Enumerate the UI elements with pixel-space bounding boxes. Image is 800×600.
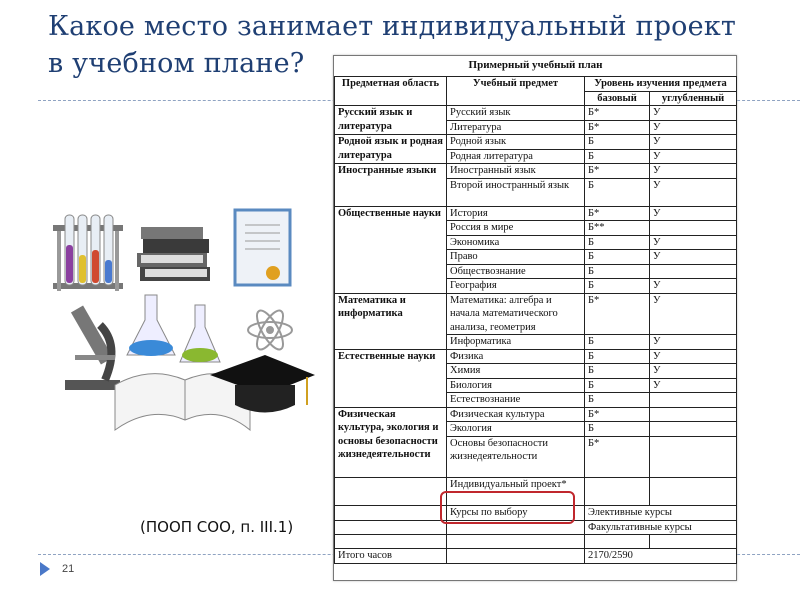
header-advanced: углубленный [650,91,737,106]
table-row [335,407,737,422]
page-number: 21 [62,563,75,575]
advanced-level: У [650,293,737,335]
subject-name: Экология [447,422,585,437]
subject-name: Литература [447,120,585,135]
basic-level: Б [585,235,650,250]
basic-level: Б* [585,293,650,335]
basic-level: Б [585,378,650,393]
subject-name: Физика [447,349,585,364]
subject-area: Иностранные языки [335,164,447,207]
advanced-level: У [650,335,737,350]
subject-name: Индивидуальный проект* [447,478,585,506]
subject-name: Экономика [447,235,585,250]
total-value: 2170/2590 [585,549,737,564]
basic-level: Б [585,349,650,364]
subject-name: Информатика [447,335,585,350]
advanced-level [650,436,737,478]
basic-level: Б [585,149,650,164]
electives-subject: Курсы по выбору [447,506,585,521]
basic-level: Б* [585,436,650,478]
basic-level: Б [585,135,650,150]
basic-level: Б [585,279,650,294]
diploma-icon [235,210,290,285]
basic-level: Б [585,422,650,437]
test-tubes-icon [53,215,123,291]
header-area: Предметная область [335,77,447,106]
title-line-2: в учебном плане? [48,48,305,79]
advanced-level [650,393,737,408]
header-basic: базовый [585,91,650,106]
basic-level: Б [585,335,650,350]
subject-name: Родной язык [447,135,585,150]
advanced-level: У [650,349,737,364]
advanced-level [650,264,737,279]
advanced-level: У [650,364,737,379]
basic-level: Б* [585,106,650,121]
subject-name: Химия [447,364,585,379]
subject-name: Обществознание [447,264,585,279]
basic-level: Б* [585,164,650,179]
advanced-level: У [650,149,737,164]
advanced-level: У [650,235,737,250]
books-icon [137,227,210,281]
subject-name: История [447,206,585,221]
source-reference: (ПООП СОО, п. III.1) [140,518,294,536]
header-level: Уровень изучения предмета [585,77,737,92]
advanced-level: У [650,206,737,221]
subject-area: Русский язык и литература [335,106,447,135]
advanced-level [650,478,737,506]
basic-level: Б [585,364,650,379]
advanced-level [650,221,737,236]
elective-courses: Элективные курсы [585,506,737,521]
subject-area: Физическая культура, экология и основы безопасности жизнедеятельности [335,407,447,478]
advanced-level: У [650,279,737,294]
education-illustration [45,205,315,445]
atom-icon [248,307,292,353]
flasks-icon [127,295,220,362]
basic-level: Б [585,178,650,206]
advanced-level [650,422,737,437]
subject-area: Родной язык и родная литература [335,135,447,164]
subject-name: Второй иностранный язык [447,178,585,206]
subject-area [335,478,447,506]
table-caption: Примерный учебный план [335,56,737,77]
basic-level: Б* [585,206,650,221]
basic-level: Б* [585,407,650,422]
table-row [335,135,737,150]
basic-level: Б [585,250,650,265]
table-row [335,106,737,121]
basic-level: Б [585,264,650,279]
advanced-level: У [650,120,737,135]
basic-level: Б [585,393,650,408]
table-row [335,293,737,335]
advanced-level [650,407,737,422]
subject-name: Основы безопасности жизнедеятельности [447,436,585,478]
advanced-level: У [650,178,737,206]
slide-bullet-icon [40,562,50,576]
subject-name: Родная литература [447,149,585,164]
microscope-icon [65,306,120,390]
basic-level [585,478,650,506]
subject-area: Общественные науки [335,206,447,293]
optional-courses: Факультативные курсы [585,520,737,535]
table-row [335,206,737,221]
subject-name: Право [447,250,585,265]
subject-name: Физическая культура [447,407,585,422]
subject-name: Иностранный язык [447,164,585,179]
subject-name: Биология [447,378,585,393]
total-label: Итого часов [335,549,447,564]
subject-name: География [447,279,585,294]
subject-name: Естествознание [447,393,585,408]
advanced-level: У [650,164,737,179]
advanced-level: У [650,378,737,393]
subject-name: Математика: алгебра и начала математического анализа, геометрия [447,293,585,335]
individual-project-highlight [440,491,575,524]
basic-level: Б* [585,120,650,135]
subject-name: Русский язык [447,106,585,121]
advanced-level: У [650,135,737,150]
table-row [335,549,737,564]
subject-name: Россия в мире [447,221,585,236]
advanced-level: У [650,250,737,265]
subject-area: Математика и информатика [335,293,447,349]
header-subject: Учебный предмет [447,77,585,106]
subject-area: Естественные науки [335,349,447,407]
table-row [335,164,737,179]
title-line-1: Какое место занимает индивидуальный проект [48,11,737,42]
basic-level: Б** [585,221,650,236]
advanced-level: У [650,106,737,121]
table-row [335,535,737,549]
table-row [335,349,737,364]
